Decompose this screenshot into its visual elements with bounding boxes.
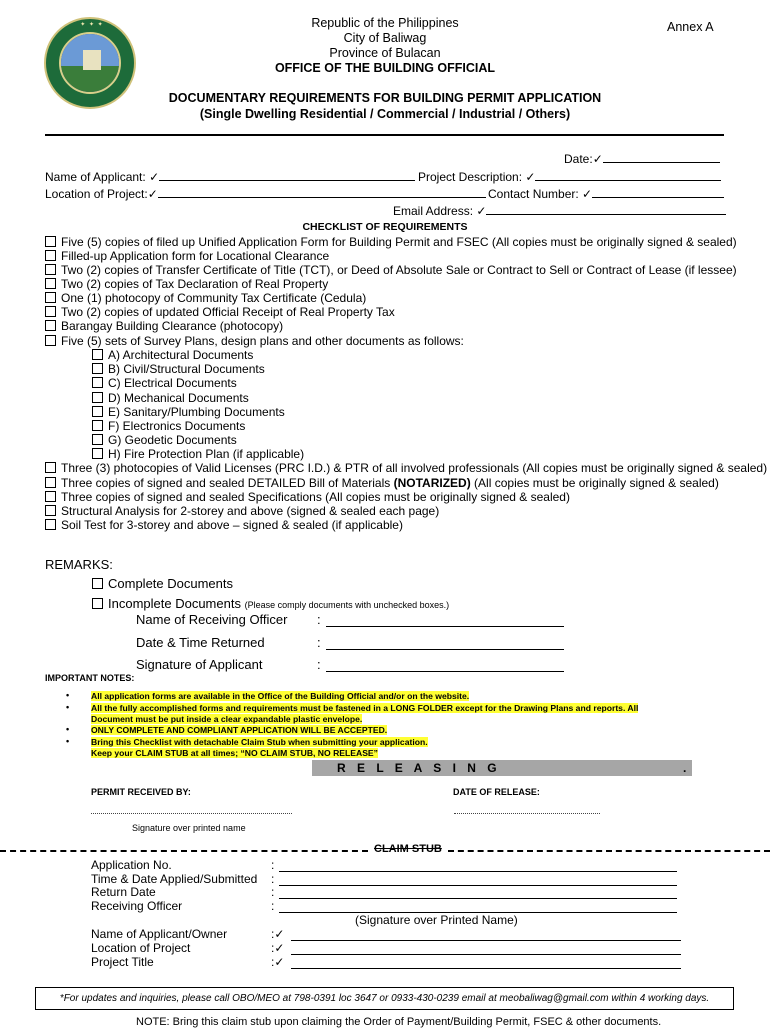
requirement-text: Five (5) copies of filed up Unified Application Form for Building Permit and FSEC (All copies must be originally signed & sealed) [61, 235, 737, 249]
requirement-item[interactable] [45, 277, 328, 291]
application-no-label: Application No. [91, 858, 172, 872]
contact-number-field[interactable] [488, 185, 724, 201]
date-of-release-line[interactable] [454, 813, 600, 814]
sub-requirement-text: C) Electrical Documents [108, 376, 237, 390]
requirement-item[interactable] [45, 305, 395, 319]
checkbox[interactable] [92, 392, 103, 403]
document-subtitle: (Single Dwelling Residential / Commercial / Industrial / Others) [199, 107, 571, 121]
requirement-text: One (1) photocopy of Community Tax Certificate (Cedula) [61, 291, 367, 305]
colon: : [317, 635, 321, 650]
return-date-line[interactable] [279, 886, 677, 899]
bullet: • [66, 736, 70, 746]
project-description-field[interactable] [418, 168, 721, 184]
requirement-item[interactable] [45, 476, 719, 490]
receiving-officer-stub-label: Receiving Officer [91, 899, 183, 913]
requirement-item[interactable] [45, 249, 329, 263]
sub-requirement-text: B) Civil/Structural Documents [108, 362, 265, 376]
project-description-line [535, 168, 721, 181]
requirement-item[interactable] [45, 319, 283, 333]
sub-requirement-text: E) Sanitary/Plumbing Documents [108, 405, 285, 419]
sub-requirement-text: D) Mechanical Documents [108, 391, 249, 405]
sub-requirement-item[interactable] [92, 348, 253, 362]
email-label: Email Address: [393, 204, 474, 218]
signature-applicant-line[interactable] [326, 659, 564, 672]
signature-over-printed-name: (Signature over Printed Name) [355, 913, 518, 927]
applicant-name-label: Name of Applicant: [45, 170, 146, 184]
requirement-item[interactable] [45, 461, 767, 475]
checkbox[interactable] [92, 377, 103, 388]
date-line [603, 150, 720, 163]
sub-requirement-item[interactable] [92, 405, 285, 419]
stub-location-label: Location of Project [91, 941, 191, 955]
sub-requirement-text: G) Geodetic Documents [108, 433, 237, 447]
project-location-line [158, 185, 486, 198]
sub-requirement-text: A) Architectural Documents [108, 348, 254, 362]
inquiries-footer: *For updates and inquiries, please call OBO/MEO at 798-0391 loc 3647 or 0933-430-0239 email at meobaliwag@gmail.com within 4 working days. [35, 987, 734, 1010]
sub-requirement-item[interactable] [92, 419, 245, 433]
colon: : [271, 872, 275, 886]
important-note: Bring this Checklist with detachable Claim Stub when submitting your application. [91, 737, 428, 747]
remarks-label: REMARKS: [45, 557, 113, 572]
complete-documents-label: Complete Documents [108, 576, 233, 591]
date-label: Date: [564, 152, 593, 166]
receiving-officer-stub-line[interactable] [279, 900, 677, 913]
signature-applicant-label: Signature of Applicant [136, 657, 263, 672]
header-republic: Republic of the Philippines [311, 16, 459, 30]
check-mark: ✓ [149, 170, 160, 184]
date-of-release-label: DATE OF RELEASE: [453, 787, 540, 797]
important-note: ONLY COMPLETE AND COMPLIANT APPLICATION WILL BE ACCEPTED. [91, 725, 388, 735]
requirement-text: Three copies of signed and sealed DETAILED Bill of Materials [61, 476, 394, 490]
releasing-dot: . [683, 761, 687, 775]
requirement-text: Three (3) photocopies of Valid Licenses (PRC I.D.) & PTR of all involved professionals (All copies must be originally signed & sealed) [61, 461, 768, 475]
sub-requirement-text: H) Fire Protection Plan (if applicable) [108, 447, 305, 461]
important-note: Keep your CLAIM STUB at all times; “NO CLAIM STUB, NO RELEASE” [91, 748, 378, 758]
sub-requirement-item[interactable] [92, 391, 249, 405]
checkbox[interactable] [92, 363, 103, 374]
colon: : [271, 899, 275, 913]
colon: :✓ [271, 941, 285, 955]
applicant-name-line [159, 168, 415, 181]
releasing-title: R E L E A S I N G [337, 761, 501, 775]
check-mark: ✓ [592, 152, 603, 166]
checkbox[interactable] [45, 519, 56, 530]
project-location-field[interactable] [45, 185, 486, 201]
requirement-text: Five (5) sets of Survey Plans, design plans and other documents as follows: [61, 334, 464, 348]
date-field[interactable] [564, 150, 720, 166]
header-city: City of Baliwag [343, 31, 427, 45]
incomplete-documents-option[interactable] [92, 596, 449, 611]
checkbox[interactable] [92, 406, 103, 417]
requirement-text: Barangay Building Clearance (photocopy) [61, 319, 284, 333]
receiving-officer-line[interactable] [326, 614, 564, 627]
colon: :✓ [271, 955, 285, 969]
checkbox[interactable] [45, 477, 56, 488]
important-notes-heading: IMPORTANT NOTES: [45, 673, 135, 683]
sub-requirement-item[interactable] [92, 447, 304, 461]
requirement-text: Two (2) copies of updated Official Receipt of Real Property Tax [61, 305, 395, 319]
annex-label: Annex A [667, 20, 714, 34]
important-note: All application forms are available in the Office of the Building Official and/or on the website. [91, 691, 470, 701]
requirement-text: Three copies of signed and sealed Specifications (All copies must be originally signed & sealed) [61, 490, 570, 504]
check-mark: ✓ [147, 187, 158, 201]
requirement-item[interactable] [45, 291, 366, 305]
requirement-item[interactable] [45, 504, 439, 518]
contact-number-line [592, 185, 724, 198]
check-mark: ✓ [476, 204, 487, 218]
requirement-item[interactable] [45, 235, 737, 249]
notarized-emphasis: (NOTARIZED) [393, 476, 471, 490]
checklist-heading: CHECKLIST OF REQUIREMENTS [302, 221, 468, 233]
document-title: DOCUMENTARY REQUIREMENTS FOR BUILDING PERMIT APPLICATION [168, 91, 602, 105]
project-description-label: Project Description: [418, 170, 523, 184]
header-office: OFFICE OF THE BUILDING OFFICIAL [274, 61, 496, 75]
claim-stub-title: CLAIM STUB [374, 843, 442, 855]
permit-received-signature-line[interactable] [91, 813, 292, 814]
requirement-text: Structural Analysis for 2-storey and above (signed & sealed each page) [61, 504, 440, 518]
check-mark: ✓ [274, 927, 285, 941]
checkbox[interactable] [92, 598, 103, 609]
checkbox[interactable] [92, 349, 103, 360]
applicant-owner-label: Name of Applicant/Owner [91, 927, 228, 941]
checkbox[interactable] [45, 320, 56, 331]
check-mark: ✓ [582, 187, 593, 201]
seal-ring-text: ✦ ✦ ✦ [80, 22, 104, 28]
application-no-line[interactable] [279, 859, 677, 872]
important-note: Document must be put inside a clear expandable plastic envelope. [91, 714, 363, 724]
colon: :✓ [271, 927, 285, 941]
incomplete-documents-label: Incomplete Documents [108, 596, 241, 611]
bullet: • [66, 724, 70, 734]
stub-location-line[interactable] [291, 942, 681, 955]
cut-line-left [0, 850, 368, 852]
checkbox[interactable] [45, 335, 56, 346]
requirement-text-tail: (All copies must be originally signed & sealed) [470, 476, 719, 490]
applicant-owner-line[interactable] [291, 928, 681, 941]
check-mark: ✓ [525, 170, 536, 184]
email-line [486, 202, 726, 215]
date-returned-line[interactable] [326, 637, 564, 650]
checkbox[interactable] [45, 236, 56, 247]
permit-received-label: PERMIT RECEIVED BY: [91, 787, 191, 797]
project-title-label: Project Title [91, 955, 154, 969]
contact-number-label: Contact Number: [488, 187, 579, 201]
receiving-officer-label: Name of Receiving Officer [136, 612, 288, 627]
bullet: • [66, 690, 70, 700]
sub-requirement-item[interactable] [92, 376, 237, 390]
requirement-text: Soil Test for 3-storey and above – signed & sealed (if applicable) [61, 518, 403, 532]
requirement-item[interactable] [45, 518, 403, 532]
checkbox[interactable] [45, 505, 56, 516]
checkbox[interactable] [45, 250, 56, 261]
requirement-item[interactable] [45, 490, 570, 504]
checkbox[interactable] [45, 264, 56, 275]
colon: : [271, 885, 275, 899]
signature-caption: Signature over printed name [132, 823, 246, 833]
checkbox[interactable] [45, 278, 56, 289]
check-mark: ✓ [274, 941, 285, 955]
check-mark: ✓ [274, 955, 285, 969]
cut-line-right [448, 850, 770, 852]
sub-requirement-item[interactable] [92, 362, 265, 376]
date-applied-label: Time & Date Applied/Submitted [91, 872, 258, 886]
colon: : [317, 657, 321, 672]
checkbox[interactable] [45, 462, 56, 473]
requirement-item[interactable] [45, 334, 464, 348]
sub-requirement-item[interactable] [92, 433, 237, 447]
colon: : [271, 858, 275, 872]
requirement-text: Filled-up Application form for Locational Clearance [61, 249, 330, 263]
sub-requirement-text: F) Electronics Documents [108, 419, 246, 433]
email-field[interactable] [393, 202, 726, 218]
colon: : [317, 612, 321, 627]
checkbox[interactable] [92, 434, 103, 445]
header-divider [45, 134, 724, 136]
checkbox[interactable] [45, 491, 56, 502]
date-applied-line[interactable] [279, 873, 677, 886]
claim-stub-note: NOTE: Bring this claim stub upon claiming the Order of Payment/Building Permit, FSEC & other documents. [136, 1016, 662, 1028]
important-note: All the fully accomplished forms and requirements must be fastened in a LONG FOLDER except for the Drawing Plans and reports. All [91, 703, 639, 713]
requirement-item[interactable] [45, 263, 737, 277]
checkbox[interactable] [45, 292, 56, 303]
requirement-text: Two (2) copies of Tax Declaration of Real Property [61, 277, 329, 291]
incomplete-note: (Please comply documents with unchecked boxes.) [244, 600, 450, 610]
date-returned-label: Date & Time Returned [136, 635, 265, 650]
return-date-label: Return Date [91, 885, 156, 899]
checkbox[interactable] [92, 420, 103, 431]
checkbox[interactable] [92, 448, 103, 459]
checkbox[interactable] [45, 306, 56, 317]
project-location-label: Location of Project: [45, 187, 148, 201]
project-title-line[interactable] [291, 956, 681, 969]
applicant-name-field[interactable] [45, 168, 415, 184]
complete-documents-option[interactable] [92, 576, 233, 591]
checkbox[interactable] [92, 578, 103, 589]
bullet: • [66, 702, 70, 712]
requirement-text: Two (2) copies of Transfer Certificate of Title (TCT), or Deed of Absolute Sale or Contract to Sell or Contract of Lease (if lessee) [61, 263, 737, 277]
header-province: Province of Bulacan [329, 46, 441, 60]
